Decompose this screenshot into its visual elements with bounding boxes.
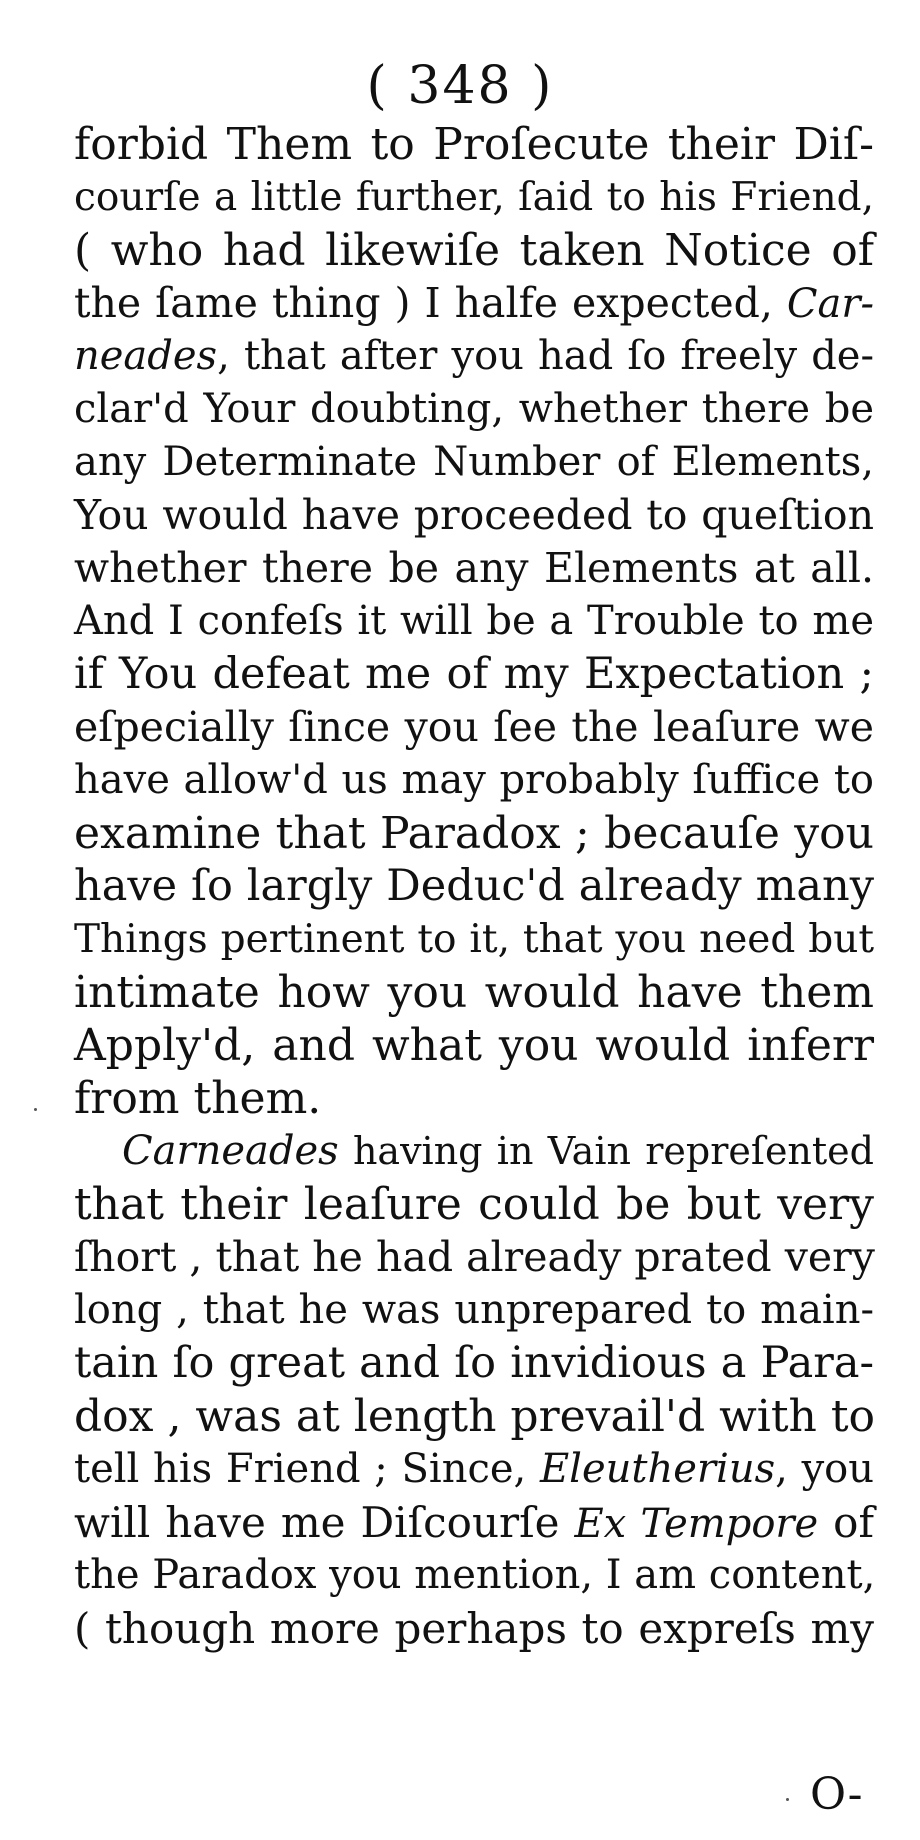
text-line: have ſo largly Deduc'd already many: [74, 861, 874, 911]
italic-name: Eleutherius: [539, 1446, 776, 1492]
catchword: O-: [810, 1769, 863, 1820]
text-line: clar'd Your doubting, whether there be: [74, 386, 874, 432]
text-line: And I confeſs it will be a Trouble to me: [74, 598, 874, 644]
text-line: that their leaſure could be but very: [74, 1179, 874, 1230]
text-segment: tell his Friend ; Since,: [74, 1446, 527, 1492]
text-line: whether there be any Elements at all.: [74, 544, 874, 592]
text-line: eſpecially ſince you ſee the leaſure we: [74, 703, 874, 751]
speck: [34, 1108, 37, 1111]
text-line: [74, 1125, 874, 1178]
text-line: if You defeat me of my Expectation ;: [74, 649, 874, 699]
text-line: forbid Them to Proſecute their Diſ-: [74, 119, 874, 170]
text-line: [74, 1496, 874, 1549]
text-line: Things pertinent to it, that you need but: [74, 917, 874, 962]
text-segment: of: [818, 1498, 874, 1547]
speck: [786, 1798, 789, 1801]
text-line: dox , was at length prevail'd with to: [74, 1391, 876, 1442]
page-number: ( 348 ): [366, 56, 554, 116]
italic-name: Carneades: [122, 1128, 339, 1174]
text-segment: the ſame thing ) I halfe expected,: [74, 279, 773, 327]
body-text: [74, 118, 874, 1655]
text-line: [74, 1443, 874, 1496]
text-line: tain ſo great and ſo invidious a Para-: [74, 1338, 874, 1388]
text-line: have allow'd us may probably ſuffice to: [74, 757, 874, 803]
text-line: [74, 330, 874, 383]
text-line: ( though more perhaps to expreſs my: [74, 1604, 874, 1653]
text-line: courſe a little further, ſaid to his Friend,: [74, 175, 874, 220]
italic-name: Car-: [786, 281, 874, 327]
text-segment: , that after you had ſo freely de-: [217, 333, 874, 379]
italic-phrase: Ex Tempore: [574, 1501, 819, 1547]
text-line: long , that he was unprepared to main-: [74, 1287, 874, 1333]
text-line: the Paradox you mention, I am content,: [74, 1552, 876, 1598]
text-line: examine that Paradox ; becauſe you: [74, 808, 874, 859]
text-line: ( who had likewiſe taken Notice of: [74, 225, 874, 276]
italic-name: neades: [74, 333, 218, 379]
text-line: from them.: [74, 1073, 322, 1124]
text-line: intimate how you would have them: [74, 967, 874, 1018]
text-line: any Determinate Number of Elements,: [74, 439, 874, 485]
text-line: ſhort , that he had already prated very: [74, 1233, 875, 1281]
text-segment: having in Vain repreſented: [338, 1129, 874, 1173]
text-line: Apply'd, and what you would inferr: [74, 1020, 874, 1071]
text-segment: , you: [775, 1446, 875, 1492]
text-line: [74, 277, 874, 330]
text-line: You would have proceeded to queſtion: [74, 491, 874, 539]
text-segment: will have me Diſcourſe: [74, 1498, 560, 1547]
